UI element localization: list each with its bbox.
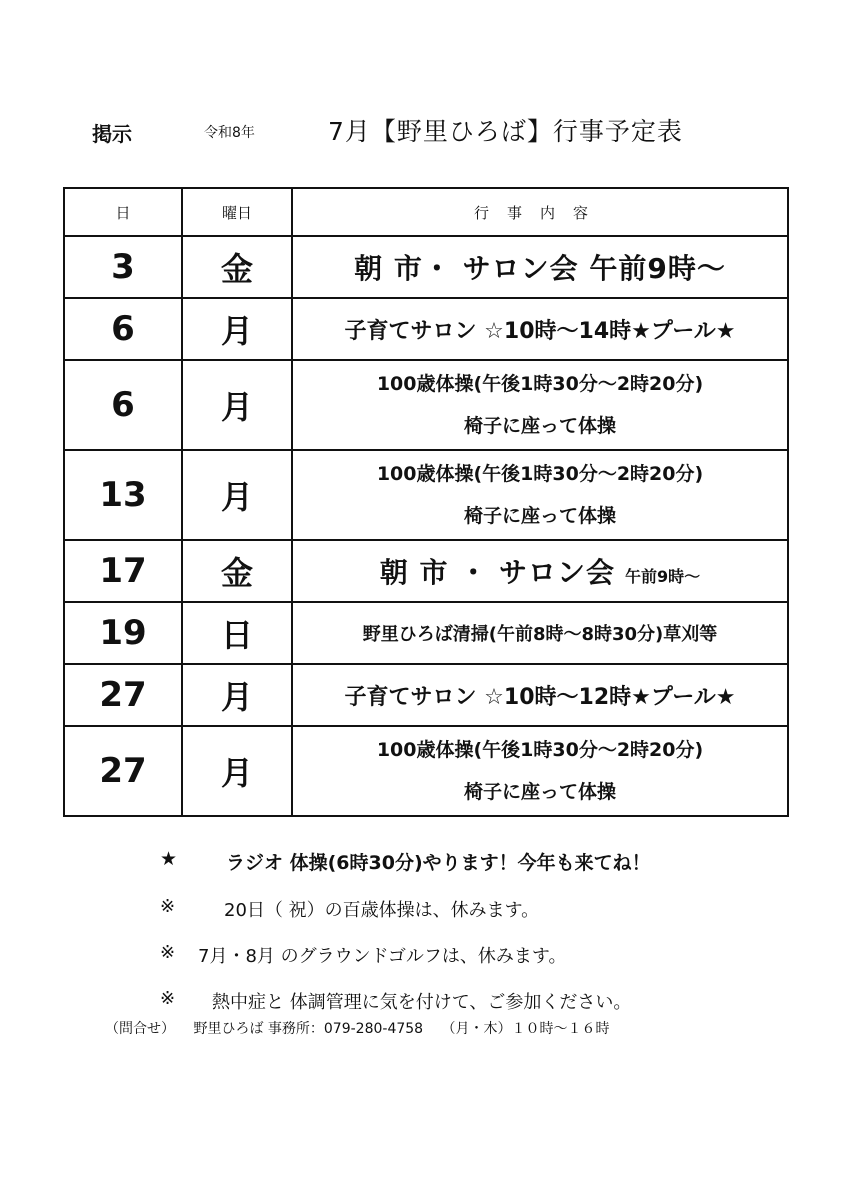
event-line: 椅子に座って体操: [463, 415, 616, 437]
note-mark: ※: [160, 988, 176, 1009]
contact-office: 野里ひろば 事務所：079-280-4758: [193, 1021, 424, 1037]
cell-weekday: 金: [182, 236, 292, 298]
table-row: [64, 236, 788, 298]
contact-hours: （月・木）１０時～１６時: [441, 1021, 610, 1037]
event-line: 椅子に座って体操: [463, 781, 616, 803]
event-line: 椅子に座って体操: [463, 505, 616, 527]
era-year: 令和8年: [204, 125, 255, 141]
cell-event: [292, 664, 788, 726]
cell-event: [292, 360, 788, 450]
cell-event: [292, 298, 788, 360]
notice-label: 掲示: [92, 122, 132, 146]
schedule-table: [63, 187, 789, 817]
note-heatstroke: [160, 988, 631, 1014]
note-text: 熱中症と 体調管理に気を付けて、ご参加ください。: [212, 992, 632, 1013]
event-time: 午前9時～: [625, 567, 701, 586]
cell-day: 17: [64, 540, 182, 602]
cell-event: [292, 602, 788, 664]
table-row: [64, 540, 788, 602]
schedule-body: [64, 236, 788, 816]
note-text: 20日（ 祝）の百歳体操は、休みます。: [224, 900, 540, 921]
event-line: 子育てサロン ☆10時～12時★プール★: [344, 684, 736, 710]
cell-weekday: 月: [182, 450, 292, 540]
event-line: 朝 市・ サロン会 午前9時～: [354, 252, 726, 285]
cell-event: [292, 450, 788, 540]
cell-day: 27: [64, 664, 182, 726]
note-radio-exercise: [160, 848, 651, 875]
star-icon: ★: [160, 848, 178, 870]
note-mark: ※: [160, 942, 176, 963]
note-mark: ※: [160, 896, 176, 917]
table-row: [64, 726, 788, 816]
table-row: [64, 602, 788, 664]
cell-event: [292, 540, 788, 602]
notice-header: [0, 112, 849, 152]
table-row: [64, 360, 788, 450]
cell-day: 27: [64, 726, 182, 816]
page-title: 7月【野里ひろば】行事予定表: [328, 117, 683, 146]
cell-day: 13: [64, 450, 182, 540]
cell-day: 19: [64, 602, 182, 664]
header-dow: 曜日: [182, 188, 292, 236]
note-ground-golf: [160, 942, 566, 968]
table-header-row: [64, 188, 788, 236]
contact-line: [105, 1018, 624, 1038]
cell-weekday: 月: [182, 360, 292, 450]
event-line: 子育てサロン ☆10時～14時★プール★: [344, 318, 736, 344]
cell-weekday: 金: [182, 540, 292, 602]
note-text: 7月・8月 のグラウンドゴルフは、休みます。: [198, 946, 567, 967]
cell-day: 6: [64, 298, 182, 360]
event-line: 100歳体操(午後1時30分～2時20分): [376, 739, 704, 761]
note-holiday: [160, 896, 539, 922]
note-text: ラジオ 体操(6時30分)やります！今年も来てね！: [226, 852, 651, 874]
table-row: [64, 664, 788, 726]
event-line: 100歳体操(午後1時30分～2時20分): [376, 463, 704, 485]
cell-event: [292, 726, 788, 816]
cell-day: 3: [64, 236, 182, 298]
cell-weekday: 月: [182, 298, 292, 360]
event-line: 野里ひろば清掃(午前8時～8時30分)草刈等: [362, 624, 718, 645]
contact-label: （問合せ）: [105, 1021, 175, 1037]
cell-event: [292, 236, 788, 298]
cell-weekday: 月: [182, 664, 292, 726]
cell-day: 6: [64, 360, 182, 450]
table-row: [64, 450, 788, 540]
header-content: 行事内容: [292, 188, 788, 236]
header-day: 日: [64, 188, 182, 236]
cell-weekday: 月: [182, 726, 292, 816]
event-line: 100歳体操(午後1時30分～2時20分): [376, 373, 704, 395]
cell-weekday: 日: [182, 602, 292, 664]
table-row: [64, 298, 788, 360]
event-line: 朝 市 ・ サロン会: [379, 556, 616, 589]
